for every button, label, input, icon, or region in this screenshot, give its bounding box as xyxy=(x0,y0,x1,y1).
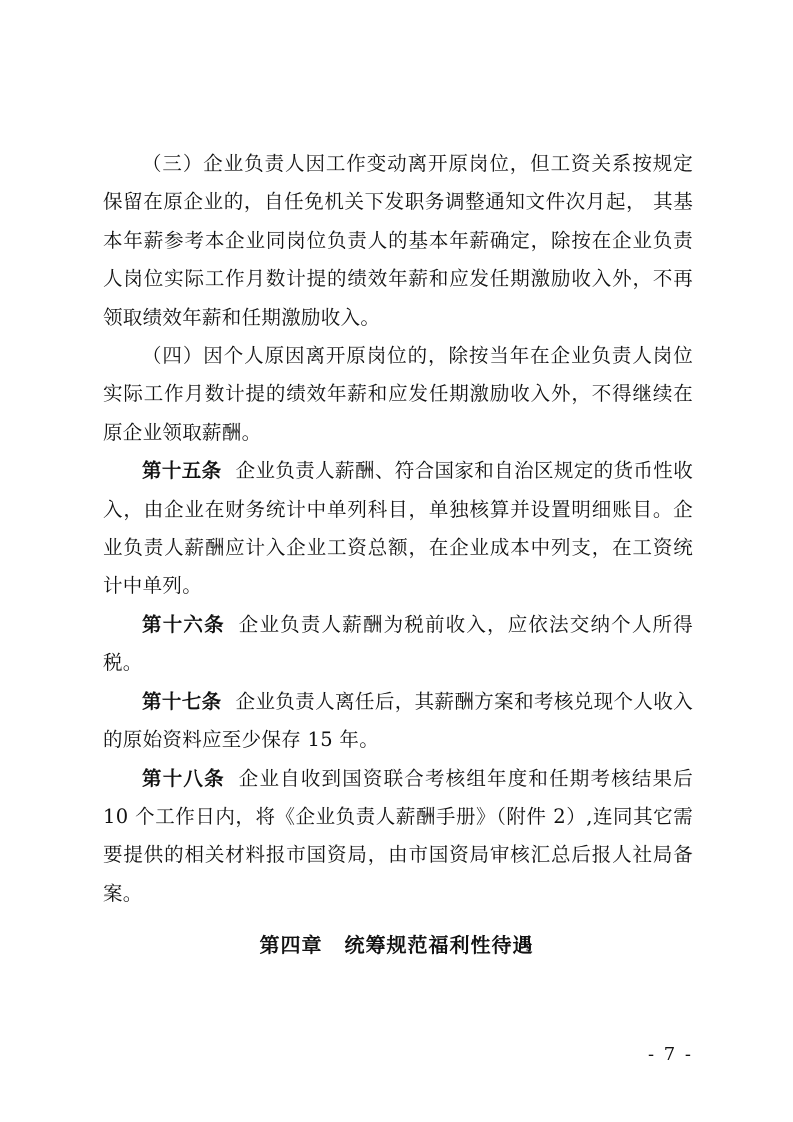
article-17 xyxy=(103,683,693,760)
chapter-title: 统筹规范福利性待遇 xyxy=(344,933,534,957)
article-18 xyxy=(103,760,693,914)
chapter-number: 第四章 xyxy=(259,933,323,957)
paragraph-text: 企业自收到国资联合考核组年度和任期考核结果后 10 个工作日内，将《企业负责人薪酬手册》（附件 2）,连同其它需要提供的相关材料报市国资局，由市国资局审核汇总后报人社局备案。 xyxy=(103,766,693,905)
article-label: 第十七条 xyxy=(142,689,222,713)
paragraph-text: 企业负责人离任后，其薪酬方案和考核兑现个人收入的原始资料应至少保存 15 年。 xyxy=(103,689,694,752)
article-label: 第十五条 xyxy=(142,459,222,483)
chapter-heading xyxy=(0,925,793,965)
article-16 xyxy=(103,606,693,683)
page-number: - 7 - xyxy=(647,1044,693,1065)
paragraph-text: 企业负责人薪酬为税前收入，应依法交纳个人所得税。 xyxy=(103,612,693,675)
paragraph-text: 企业负责人薪酬、符合国家和自治区规定的货币性收入，由企业在财务统计中单列科目，单独核算并设置明细账目。企业负责人薪酬应计入企业工资总额，在企业成本中列支，在工资统计中单列。 xyxy=(103,459,694,598)
article-label: 第十六条 xyxy=(142,612,225,636)
body-text xyxy=(103,145,693,913)
paragraph-text: （三）企业负责人因工作变动离开原岗位，但工资关系按规定保留在原企业的，自任免机关下发职务调整通知文件次月起， 其基本年薪参考本企业同岗位负责人的基本年薪确定，除按在企业负责人岗位实际工作月数计提的绩效年薪和应发任期激励收入外，不再领取绩效年薪和任期激励收入。 xyxy=(103,152,693,329)
paragraph-1 xyxy=(103,145,693,337)
article-label: 第十八条 xyxy=(142,766,225,790)
paragraph-2 xyxy=(103,337,693,452)
article-15 xyxy=(103,452,693,606)
paragraph-text: （四）因个人原因离开原岗位的，除按当年在企业负责人岗位实际工作月数计提的绩效年薪和应发任期激励收入外，不得继续在原企业领取薪酬。 xyxy=(103,344,693,444)
